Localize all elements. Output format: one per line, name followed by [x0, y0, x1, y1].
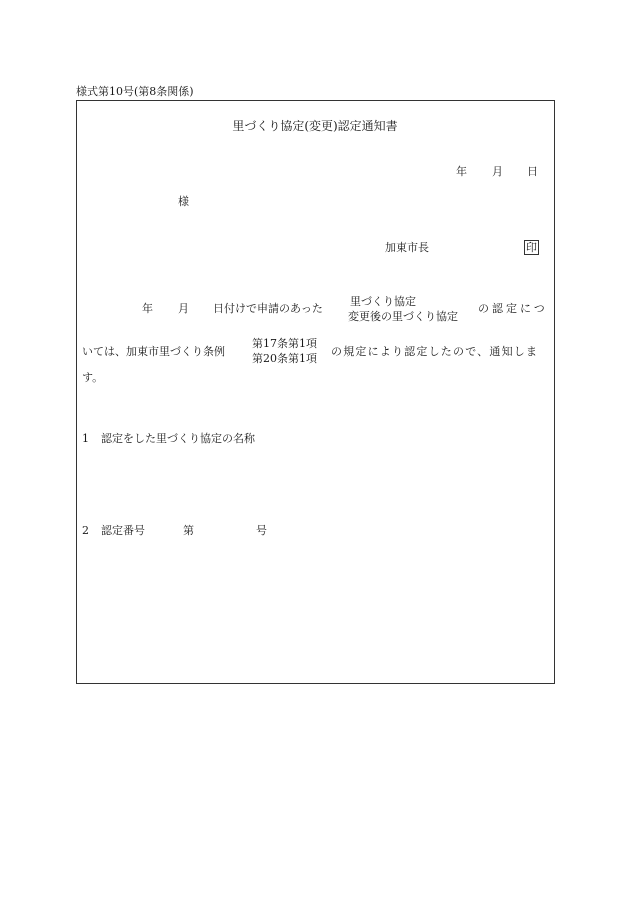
notice-frame — [76, 100, 555, 684]
line2-suffix: の規定により認定したので、通知しま — [331, 345, 539, 358]
application-month-label: 月 — [178, 302, 189, 315]
addressee-suffix: 様 — [178, 195, 189, 208]
application-text: 日付けで申請のあった — [213, 302, 323, 315]
line2-prefix: いては、加東市里づくり条例 — [82, 345, 225, 358]
item-2-suffix: 号 — [256, 524, 267, 537]
agreement-option-1: 里づくり協定 — [350, 295, 416, 308]
text-after-options: の認定につ — [478, 302, 548, 315]
application-year-label: 年 — [142, 302, 153, 315]
form-number: 様式第10号(第8条関係) — [76, 85, 194, 98]
item-1-label: 認定をした里づくり協定の名称 — [101, 432, 255, 445]
item-2-number: 2 — [82, 524, 89, 537]
article-option-2: 第20条第1項 — [252, 352, 317, 365]
article-option-1: 第17条第1項 — [252, 337, 317, 350]
date-day-label: 日 — [527, 165, 538, 178]
seal-mark: 印 — [526, 241, 537, 254]
issuer-name: 加東市長 — [385, 241, 429, 254]
line3-text: す。 — [82, 371, 104, 384]
item-1-number: 1 — [82, 432, 89, 445]
item-2-prefix: 第 — [183, 524, 194, 537]
document-title: 里づくり協定(変更)認定通知書 — [232, 119, 398, 133]
agreement-option-2: 変更後の里づくり協定 — [348, 310, 458, 323]
item-2-label: 認定番号 — [101, 524, 145, 537]
date-month-label: 月 — [492, 165, 503, 178]
date-year-label: 年 — [456, 165, 467, 178]
